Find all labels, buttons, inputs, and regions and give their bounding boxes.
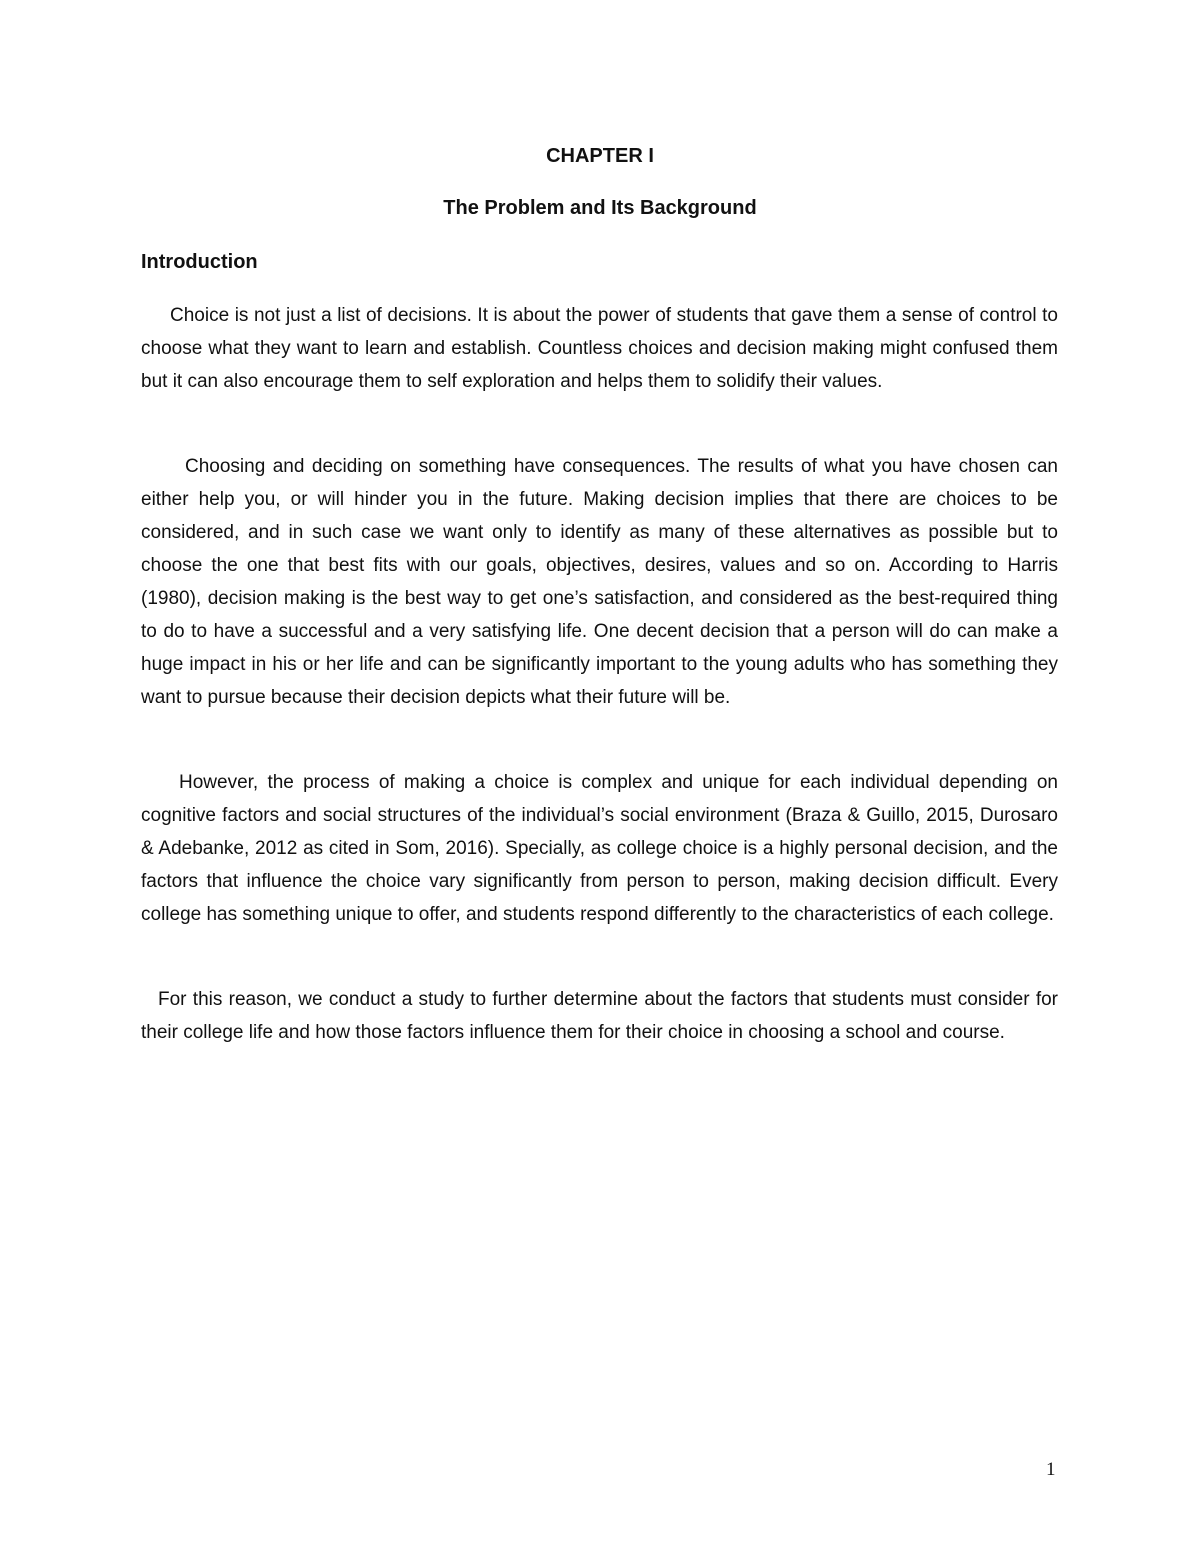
body-paragraph xyxy=(141,299,1058,398)
page-number: 1 xyxy=(1046,1459,1056,1480)
paragraph-text: Choice is not just a list of decisions. It is about the power of students that gave them a sense of control to choose what they want to learn and establish. Countless choices and decision making might confused them but it can also encourage them to self exploration and helps them to solidify their values. xyxy=(141,305,1058,392)
section-heading: Introduction xyxy=(141,251,258,273)
paragraph-text: Choosing and deciding on something have consequences. The results of what you have chosen can either help you, or will hinder you in the future. Making decision implies that there are choices to be considered, and in such case we want only to identify as many of these alternatives as possible but to choose the one that best fits with our goals, objectives, desires, values and so on. According to Harris (1980), decision making is the best way to get one’s satisfaction, and considered as the best-required thing to do to have a successful and a very satisfying life. One decent decision that a person will do can make a huge impact in his or her life and can be significantly important to the young adults who has something they want to pursue because their decision depicts what their future will be. xyxy=(141,456,1058,708)
chapter-label: CHAPTER I xyxy=(546,145,654,167)
paragraph-text: For this reason, we conduct a study to further determine about the factors that students must consider for their college life and how those factors influence them for their choice in choosing a school and course. xyxy=(141,989,1058,1043)
paragraph-text: However, the process of making a choice is complex and unique for each individual depending on cognitive factors and social structures of the individual’s social environment (Braza & Guillo, 2015, Durosaro & Adebanke, 2012 as cited in Som, 2016). Specially, as college choice is a highly personal decision, and the factors that influence the choice vary significantly from person to person, making decision difficult. Every college has something unique to offer, and students respond differently to the characteristics of each college. xyxy=(141,772,1058,925)
body-paragraph xyxy=(141,766,1058,931)
chapter-title: The Problem and Its Background xyxy=(443,197,757,219)
body-paragraph xyxy=(141,983,1058,1049)
body-paragraph xyxy=(141,450,1058,714)
